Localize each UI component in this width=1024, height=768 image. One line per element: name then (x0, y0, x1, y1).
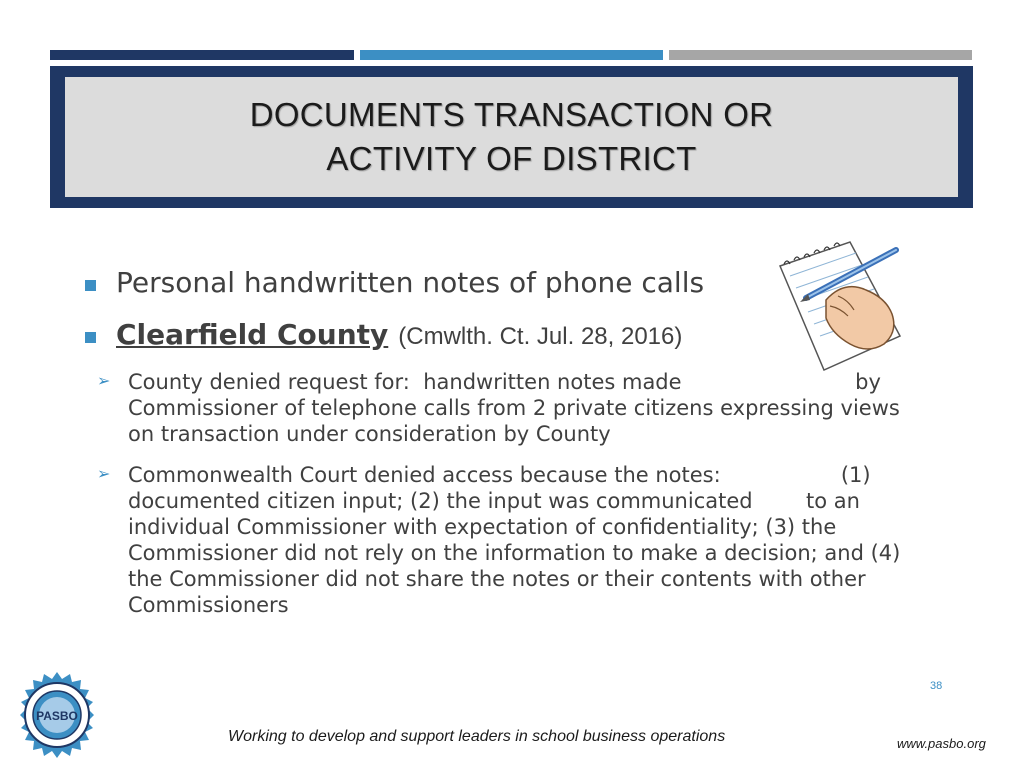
logo-text: PASBO (36, 709, 78, 723)
page-number: 38 (930, 680, 943, 692)
slide-title-line1: DOCUMENTS TRANSACTION OR (249, 96, 774, 133)
sub-bullet-line: individual Commissioner with expectation of confidentiality; (3) the (128, 515, 837, 539)
sub-bullet-county-denied (128, 369, 948, 447)
sub-bullet-court-denied (128, 462, 948, 618)
sub-bullet-line: the Commissioner did not share the notes or their contents with other (128, 567, 866, 591)
pasbo-seal-logo (12, 670, 102, 760)
arrow-bullet-icon: ➢ (97, 371, 111, 390)
top-accent-bar-gray (669, 50, 972, 60)
top-accent-bar-blue (360, 50, 663, 60)
bullet-personal-notes: Personal handwritten notes of phone calls (116, 266, 705, 299)
sub-bullet-line: Commonwealth Court denied access because the notes: (1) (128, 463, 871, 487)
slide-title-line2: ACTIVITY OF DISTRICT (326, 140, 697, 177)
arrow-bullet-icon: ➢ (97, 464, 111, 483)
sub-bullet-line: on transaction under consideration by County (128, 422, 611, 446)
slide-title (250, 93, 774, 181)
square-bullet-icon (85, 280, 96, 291)
top-accent-bar-navy (50, 50, 354, 60)
hand-writing-notepad-icon (772, 236, 908, 376)
bullet-clearfield-county (116, 318, 682, 351)
case-name: Clearfield County (116, 318, 389, 351)
sub-bullet-line: County denied request for: handwritten notes made by (128, 370, 881, 394)
square-bullet-icon (85, 332, 96, 343)
sub-bullet-line: Commissioners (128, 593, 289, 617)
sub-bullet-line: Commissioner did not rely on the information to make a decision; and (4) (128, 541, 901, 565)
footer-website: www.pasbo.org (897, 736, 986, 751)
sub-bullet-line: documented citizen input; (2) the input was communicated to an (128, 489, 860, 513)
footer-tagline: Working to develop and support leaders in school business operations (228, 728, 726, 745)
case-citation: (Cmwlth. Ct. Jul. 28, 2016) (398, 323, 683, 350)
sub-bullet-line: Commissioner of telephone calls from 2 private citizens expressing views (128, 396, 900, 420)
title-frame (50, 66, 973, 208)
title-panel (65, 77, 958, 197)
